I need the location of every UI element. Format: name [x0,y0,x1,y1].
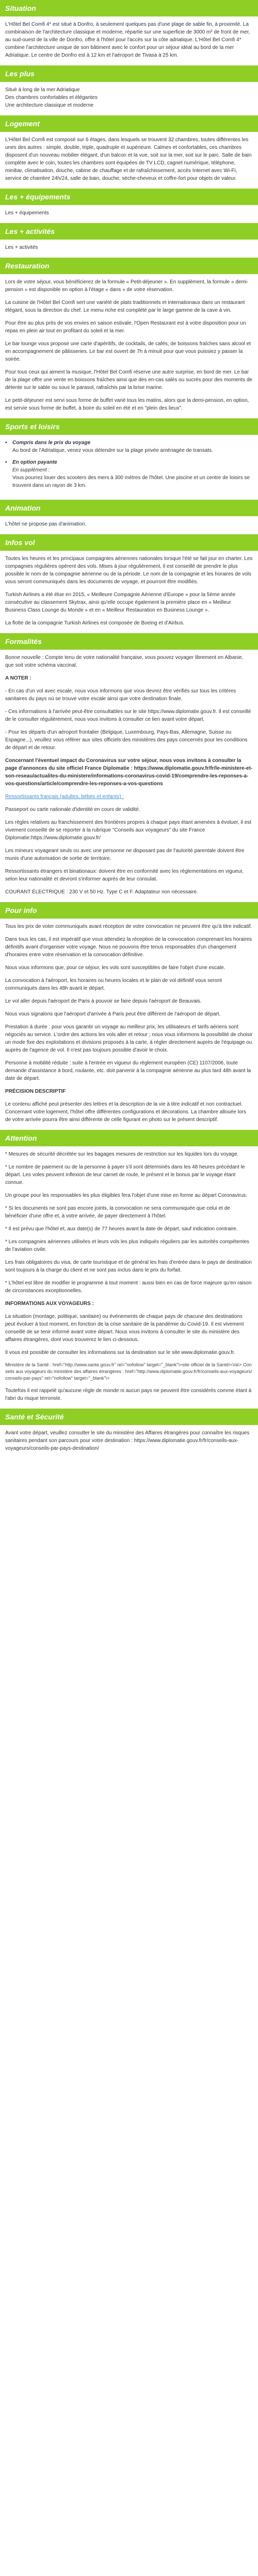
formalites-text: - Ces informations à l'arrivée peut-être consultables sur le site https://www.diplomatie.gouv.fr. Il est conseillé de le consulter régulièrement, nous vous invitons à consulter ce lien avant votre départ. [5,709,251,722]
section-activites [0,223,258,258]
section-infos-vol [0,534,258,633]
pour-info-text: Personne à mobilité réduite : suite à l'entrée en vigueur du règlement européen (CE) 1107/2006, toute demande d'assistance à bord, roulante, etc. doit parvenir à la compagnie aérienne au plus tard 48h avant la date de départ. [5,1060,251,1081]
section-header-activites: Les + activités [0,223,258,240]
restauration-text: Pour être au plus près de vos envies en saison estivale, l'Open Restaurant est à votre disposition pour un repas en plein air tout en profitant du soleil et la mer. [5,320,246,334]
attention-text: Les frais obligatoires du visa, de carte touristique et de général les frais d'entrée dans le pays de destination sont toujours à la charge du client et ne sont pas inclus dans le prix du forfait. [5,1260,252,1273]
attention-text: Un groupe pour les responsables les plus éligibles fera l'objet d'une mise en forme au départ Coronavirus. [5,1193,248,1198]
pour-info-text: Nous vous informons que, pour ce séjour, les vols sont susceptibles de faire l'objet d'une escale. [5,965,225,971]
restauration-text: Le bar lounge vous propose une carte d'apéritifs, de cocktails, de cafés, de boissons fraîches sans alcool et en accompagnement de pâtisseries. Le bar est ouvert de 7h à minuit pour que vous puissiez y passer la soirée. [5,341,251,362]
bullet-icon: • [5,460,7,465]
attention-text: * Si les documents ne sont pas encore joints, la convocation ne sera communiquée que celui et de bénéficier d'une offre et, à votre arrivée, de payer directement à l'hôtel. [5,1206,230,1219]
pour-info-subtitle: PRÉCISION DESCRIPTIF [5,1089,66,1094]
plus-item: Une architecture classique et moderne [5,103,94,108]
attention-text: * Les compagnies aériennes utilisées et leurs vols les plus indiqués réguliers par les autorités compétentes de l'aviation civile. [5,1239,250,1252]
formalites-text: Les règles relatives au franchissement des frontières propres à chaque pays étant amenées à évoluer, il est vivement conseillé de se reporter à la rubrique "Conseils aux voyageurs" du site France Diplomatie:https://www.diplomatie.gouv.fr/ [5,820,251,841]
section-header-pour-info: Pour info [0,902,258,919]
formalites-coronavirus-link[interactable]: Concernant l'éventuel impact du Coronavirus sur votre séjour, nous vous invitons à consulter la page d'annonces du site officiel France Diplomatie : https://www.diplomatie.gouv.fr/fr/le-ministere-et-son-reseau/actualites-du-ministere/informations-coronavirus-covid-19/comprendre-les-reponses-a-vos-questions/article/comprendre-les-reponses-a-vos-questions [5,758,253,787]
bullet-icon: • [5,440,7,446]
sports-optional-title: En option payante [12,460,57,465]
section-header-animation: Animation [0,500,258,516]
formalites-nationals-link[interactable]: Ressortissants français (adultes, bébés et enfants) : [5,794,124,800]
section-animation [0,500,258,534]
sports-bullet-included [5,439,253,454]
section-header-sports: Sports et loisirs [0,418,258,435]
section-header-plus: Les plus [0,65,258,82]
activites-text: Les + activités [5,245,38,250]
section-header-sante: Santé et Sécurité [0,1409,258,1425]
formalites-text: COURANT ÉLECTRIQUE : 230 V et 50 Hz. Type C et F. Adaptateur non nécessaire. [5,889,198,895]
attention-text: * Il est prévu que l'hôtel et, aux date(s) de 77 heures avant la date de départ, sauf indication contraire. [5,1226,238,1232]
section-plus [0,65,258,115]
plus-item: Situé à long de la mer Adriatique [5,87,80,93]
pour-info-text: Dans tous les cas, il est impératif que vous attendiez la réception de la convocation comprenant les horaires définitifs avant d'organiser votre voyage. Nous ne pouvons être tenus responsables d'un changement d'horaires entre votre réservation et la convocation définitive. [5,937,252,958]
logement-text: L'Hôtel Bel Comfi est composé sur 6 étages, dans lesquels se trouvent 32 chambres, toutes différentes les unes des autres : simple, double, triple, quadruple et supérieure. Calmes et confortables, ces chambres disposent d'un nouveau mobilier élégant, d'un balcon et la vue, soit sur la mer, soit sur le parc. Salle de bain complète avec le coin, toutes les chambres sont équipées de TV LCD, cagnet numérique, téléphone, minibar, climatisation, douche, cabine de chauffage et de rafraîchissement, accès Internet avec Wi-Fi, service de chambre 24h/24, salle de bain, douche, sèche-cheveux et coffre-fort pour objets de valeur. [5,137,252,181]
equipements-text: Les + équipements [5,210,49,216]
section-header-situation: Situation [0,0,258,16]
sports-optional-sub: En supplément : [12,467,50,473]
pour-info-text: Nous vous signalons que l'aéroport d'arrivée à Paris peut être différent de l'aéroport de départ. [5,1011,221,1017]
section-header-equipements: Les + équipements [0,189,258,205]
attention-text: Il vous est possible de consulter les informations sur la destination sur le site www.diplomatie.gouv.fr. [5,1350,235,1355]
section-formalites [0,633,258,902]
pour-info-text: Le vol aller depuis l'aéroport de Paris à pouvoir se faire depuis l'aéroport de Beauvais. [5,998,202,1004]
formalites-note-title: A NOTER : [5,675,31,681]
animation-text: L'hôtel ne propose pas d'animation. [5,521,87,527]
section-pour-info [0,902,258,1130]
formalites-text: Les mineurs voyageant seuls ou avec une personne ne disposant pas de l'autorité parentale doivent être munis d'une autorisation de sortie de territoire. [5,848,245,861]
section-header-formalites: Formalités [0,633,258,650]
section-equipements [0,189,258,223]
pour-info-text: Tous les prix de voter communiqués avant réception de votre convocation ne peuvent être qu'à titre indicatif. [5,924,252,929]
section-header-logement: Logement [0,115,258,132]
section-logement [0,115,258,189]
formalites-text: Ressortissants étrangers et binationaux: doivent être en conformité avec les réglementations en vigueur, selon leur nationalité et devront s'informer auprès de leur consulat. [5,869,244,882]
sports-optional-text: Vous pourrez louer des scooters des mers à 300 mètres de l'hôtel. Une piscine et un centre de loisirs se trouvent dans un rayon de 3 km. [12,475,250,488]
situation-text: L'Hôtel Bel Comfi 4* est situé à Donfro, à seulement quelques pas d'une plage de sable fin, à proximité. La combinaison de l'architecture classique et moderne, répartie sur une superficie de 3000 m² de front de mer, au sud-ouest de la ville de Donfro, offre à l'hôtel pour l'accès sur la côte adriatique. L'Hôtel Bel Comfi 4* combine l'architecture unique de son bâtiment avec le confort pour un séjour idéal au bord de la mer Adriatique. Le centre de Donfro est à 12 km et l'aéroport de Tivasa à 25 km. [5,22,250,58]
infos-vol-text: Turkish Airlines a été élue en 2015, « Meilleure Compagnie Aérienne d'Europe » pour la 5ème année consécutive au classement Skytrax, ainsi qu'elle occupe également la première place en « Meilleur Business Class Lounge du Monde » et en « Meilleur Restauration en Business Lounge ». [5,592,236,613]
pour-info-text: Le contenu affiché peut présenter des lettres et la description de la vie à titre indicatif et non contractuel. Concernant votre logement, l'hôtel offre différentes configurations et décorations. La chambre allouée lors de votre arrivée pourra être ainsi différente de celle figurant en photo sur le présent descriptif. [5,1101,246,1123]
attention-text: * L'hôtel est libre de modifier le programme à tout moment : aussi bien en cas de force majeure qu'en raison de circonstances exceptionnelles. [5,1280,252,1294]
formalites-text: - Pour les départs d'un aéroport frontalier (Belgique, Luxembourg, Pays-Bas, Allemagne, Suisse ou Espagne...), veuillez vous référer aux sites officiels des ministères des pays concernés pour les conditions de départ et de retour. [5,730,248,751]
formalites-text: Bonne nouvelle : Compte tenu de votre nationalité française, vous pouvez voyager librement en Albanie, que soit votre schéma vaccinal. [5,655,244,668]
sports-included-text: Au bord de l'Adriatique, venez vous détendre sur la plage privée aménagée de transats. [12,448,213,453]
plus-item: Des chambres confortables et élégantes [5,95,98,100]
section-header-infos-vol: Infos vol [0,534,258,551]
infos-vol-text: La flotte de la compagnie Turkish Airlines est composée de Boeing et d'Airbus. [5,620,185,626]
infos-vol-text: Toutes les heures et les principaux compagnies aériennes nationales lorsque l'été se fait jour en charter. Les compagnies régulières opèrent des vols. Mises à jour régulièrement, il est conseillé de prendre le plus possible le nom de la compagnie aérienne ou de la période. Le nom de la compagnie et les horaires de vols vous seront communiqués dans les documents de voyage, et pourront être modifiés. [5,556,253,585]
attention-text: * Le nombre de paiement ou de la personne à payer s'il sont déterminés dans les 48 heures précédant le départ. Les voles peuvent inflexion de leur carnet de route, le présent et le bonus par le voyage étant connue. [5,1164,245,1185]
restauration-text: La cuisine de l'Hôtel Bel Comfi sert une variété de plats traditionnels et internationaux dans un restaurant élégant, sous la direction du chef. Le menu riche est complété par le large gamme de la cave à vin. [5,300,245,313]
restauration-text: Lors de votre séjour, vous bénéficierez de la formule « Petit-déjeuner ». En supplément, la formule « demi-pension » est disponible en option à l'étage « dans » de votre réservation. [5,279,249,293]
section-attention [0,1130,258,1409]
attention-text: * Mesures de sécurité décrétée sur les bagages mesures de restriction sur les liquides lors du voyage. [5,1151,239,1157]
restauration-text: Pour tous ceux qui aiment la musique, l'Hôtel Bel Comfi réserve une autre surprise, en bord de mer. Le bar de la plage offre une vente en boissons fraîches ainsi que des en-cas salés ou sucrés pour des moments de détente sur le sable ou sous le parasol, rafraîchis par la brise marine. [5,369,252,391]
pour-info-text: La convocation à l'aéroport, les horaires ou heures locales et le plan de vol définitif vous seront communiqués dans les 48h avant le départ. [5,978,222,991]
section-header-attention: Attention [0,1130,258,1146]
sports-bullet-optional [5,459,253,489]
section-header-restauration: Restauration [0,258,258,274]
section-sports [0,418,258,500]
attention-subtitle: INFORMATIONS AUX VOYAGEURS : [5,1301,94,1307]
pour-info-text: Prestation à durée : pour vous garantir un voyage au meilleur prix, les utilisateurs et tarifs aériens sont négociés au service. L'ordre des actions les vols aller et retour ; nous vous informons la possibilité de choisir un mode fixe des exploitations et divisions proposés à la carte, à régler directement auprès de l'équipage ou auprès de l'agence de vol. Il n'est pas toujours possible d'avoir le choix. [5,1024,253,1053]
sports-included-title: Compris dans le prix du voyage [12,440,91,446]
section-situation [0,0,258,65]
sante-text: Avant votre départ, veuillez consulter le site du ministère des Affaires étrangères pour connaître les risques sanitaires pendant son parcours pour votre destination : https://www.diplomatie.gouv.fr/fr/conseils-aux-voyageurs/conseils-par-pays-destination/ [5,1430,250,1451]
section-sante [0,1409,258,1459]
attention-text: La situation (montage, politique, sanitaire) ou événements de chaque pays de chacune des destinations peut évoluer à tout moment, en fonction de la crise sanitaire de la pandémie du Covid-19. Il est vivement conseillé de se tenir informé avant votre départ. Nous vous invitons à consulter le site du ministère des affaires étrangères, dont vous trouverez le lien ci-dessous. [5,1314,244,1343]
attention-raw-links: Ministère de la Santé : href="http://www.sante.gouv.fr" rel="nofollow" target="_blank"\>site officiel de la Santé\<\/a\> Conseils aux voyageurs du ministère des affaires étrangères : href="http://www.diplomatie.gouv.fr/fr/conseils-aux-voyageurs/conseils-par-pays" rel="nofollow" target="_blank"\> [5,1362,252,1381]
formalites-text: Passeport ou carte nationale d'identité en cours de validité. [5,807,140,812]
attention-text: Toutefois il est rappelé qu'aucune règle de monde ni aucun pays ne peuvent être considérés comme étant à l'abri du risque terroriste. [5,1388,252,1401]
restauration-text: Le petit-déjeuner est servi sous forme de buffet varié tous les matins, alors que la demi-pension, en option, est servie sous forme de buffet, à boire du soleil en été et en "plein des lieux". [5,398,249,411]
section-restauration [0,258,258,418]
formalites-text: - En cas d'un vol avec escale, nous vous informons que vous devrez être vérifiés sur tous les critères sanitaires du pays où se trouve votre escale ainsi que votre destination finale. [5,688,236,702]
